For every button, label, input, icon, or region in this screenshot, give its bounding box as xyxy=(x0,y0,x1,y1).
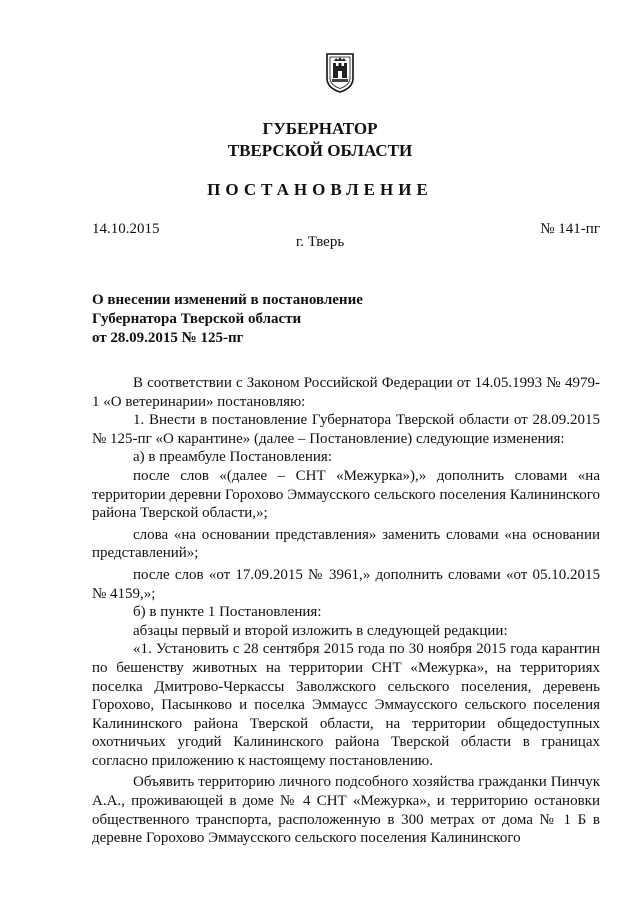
document-number: № 141-пг xyxy=(540,221,600,237)
body-paragraph: слова «на основании представления» заменить словами «на основании представлений»; xyxy=(92,526,600,562)
document-subject xyxy=(92,291,363,348)
body-paragraph: после слов «от 17.09.2015 № 3961,» дополнить словами «от 05.10.2015 № 4159,»; xyxy=(92,566,600,602)
coat-of-arms-icon xyxy=(325,52,355,94)
body-paragraph: абзацы первый и второй изложить в следующей редакции: xyxy=(133,622,508,639)
authority-title: ГУБЕРНАТОР xyxy=(262,119,378,138)
document-date: 14.10.2015 xyxy=(92,221,160,237)
body-paragraph: Объявить территорию личного подсобного хозяйства гражданки Пинчук А.А., проживающей в доме № 4 СНТ «Межурка», и территорию остановки общественного транспорта, расположенную в 300 метрах от дома № 1 Б в деревне Горохово Эммаусского сельского поселения Калининского xyxy=(92,774,600,847)
document-body xyxy=(92,374,600,848)
body-paragraph: 1. Внести в постановление Губернатора Тверской области от 28.09.2015 № 125-пг «О карантине» (далее – Постановление) следующие изменения: xyxy=(92,412,600,447)
body-paragraph: б) в пункте 1 Постановления: xyxy=(133,604,322,621)
subject-line: от 28.09.2015 № 125-пг xyxy=(92,330,244,346)
body-paragraph: а) в преамбуле Постановления: xyxy=(133,449,332,466)
body-paragraph: «1. Установить с 28 сентября 2015 года по 30 ноября 2015 года карантин по бешенству животных на территории СНТ «Межурка», на территориях поселка Дмитрово-Черкассы Заволжского сельского поселения, деревень Горохово, Пасынково и поселка Эммаусс Эммаусского сельского поселения Калининского района Тверской области, на территории общедоступных охотничьих угодий Калининского района Тверской области в границах согласно приложению к настоящему постановлению. xyxy=(92,641,600,769)
subject-line: О внесении изменений в постановление xyxy=(92,292,363,308)
document-city: г. Тверь xyxy=(295,234,345,250)
body-paragraph: после слов «(далее – СНТ «Межурка»),» дополнить словами «на территории деревни Горохово Эммаусского сельского поселения Калининского района Тверской области,»; xyxy=(92,467,600,522)
subject-line: Губернатора Тверской области xyxy=(92,311,302,327)
body-paragraph: В соответствии с Законом Российской Федерации от 14.05.1993 № 4979-1 «О ветеринарии» постановляю: xyxy=(92,375,600,410)
authority-region: ТВЕРСКОЙ ОБЛАСТИ xyxy=(227,141,413,160)
document-type: ПОСТАНОВЛЕНИЕ xyxy=(207,180,433,199)
